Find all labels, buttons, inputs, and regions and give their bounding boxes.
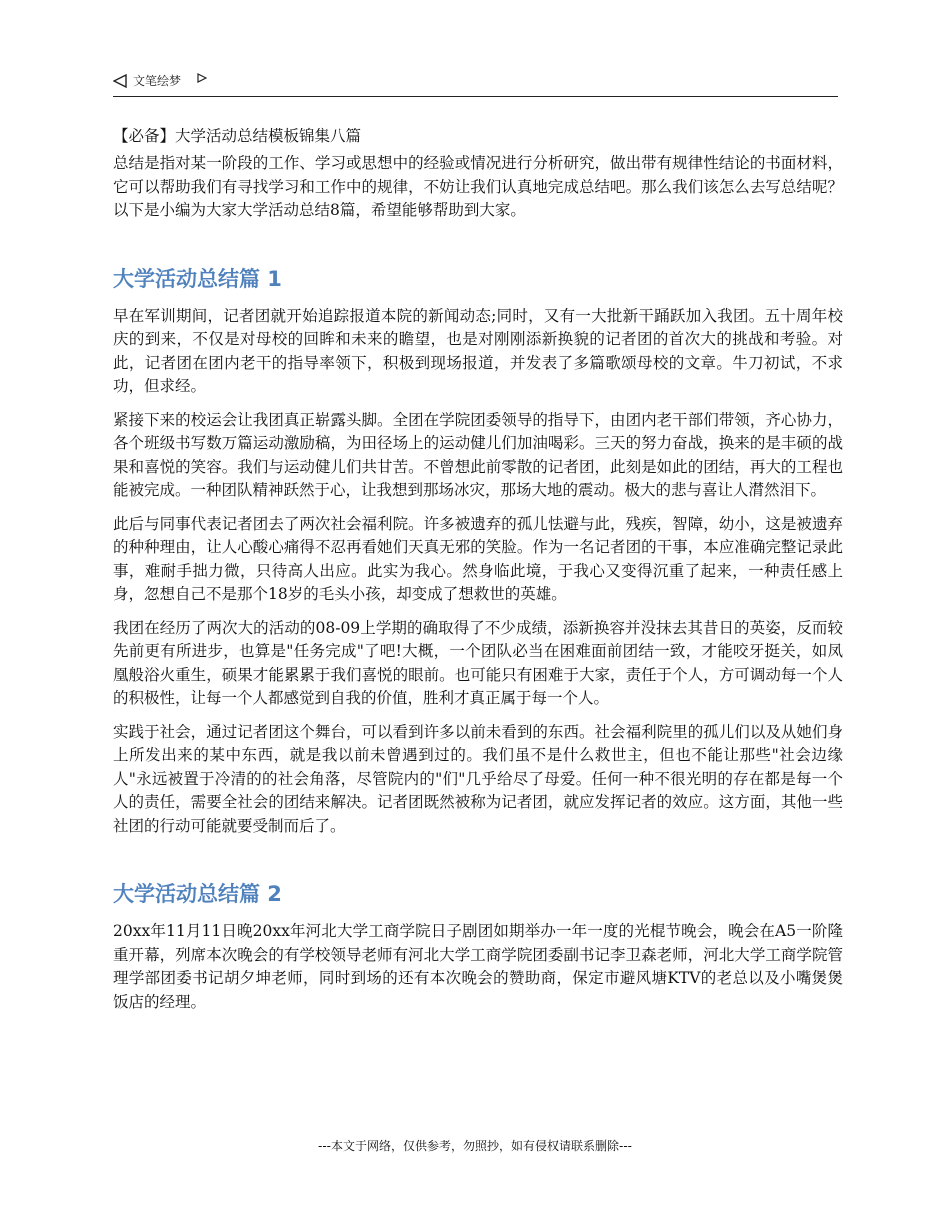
intro-paragraph: 总结是指对某一阶段的工作、学习或思想中的经验或情况进行分析研究，做出带有规律性结论的书面材料，它可以帮助我们有寻找学习和工作中的规律，不妨让我们认真地完成总结吧。那么我们该怎么去写总结呢？以下是小编为大家大学活动总结8篇，希望能够帮助到大家。 bbox=[113, 154, 843, 219]
document-title: 【必备】大学活动总结模板锦集八篇 bbox=[113, 127, 362, 145]
section-paragraph: 早在军训期间，记者团就开始追踪报道本院的新闻动态;同时，又有一大批新干踊跃加入我团。五十周年校庆的到来，不仅是对母校的回眸和未来的瞻望，也是对刚刚添新换貌的记者团的首次大的挑战和考验。对此，记者团在团内老干的指导率领下，积极到现场报道，并发表了多篇歌颂母校的文章。牛刀初试，不求功，但求经。 bbox=[113, 306, 843, 395]
page-footer: ---本文于网络，仅供参考，勿照抄，如有侵权请联系删除--- bbox=[318, 1139, 632, 1153]
section-paragraph: 此后与同事代表记者团去了两次社会福利院。许多被遗弃的孤儿怯避与此，残疾，智障，幼小，这是被遗弃的种种理由，让人心酸心痛得不忍再看她们天真无邪的笑脸。作为一名记者团的干事，本应准确完整记录此事，难耐手拙力微，只待高人出应。此实为我心。然身临此境，于我心又变得沉重了起来，一种责任感上身，忽想自己不是那个18岁的毛头小孩，却变成了想救世的英雄。 bbox=[113, 514, 843, 603]
triangle-right-icon bbox=[197, 73, 207, 83]
document-body bbox=[113, 124, 843, 1024]
section-paragraph: 我团在经历了两次大的活动的08-09上学期的确取得了不少成绩，添新换容并没抹去其昔日的英姿，反而较先前更有所进步，也算是"任务完成"了吧!大概，一个团队必当在困难面前团结一致，才能咬牙挺关，如凤凰般浴火重生，硕果才能累累于我们喜悦的眼前。也可能只有困难于大家，责任于个人，方可调动每一个人的积极性，让每一个人都感觉到自我的价值，胜利才真正属于每一个人。 bbox=[113, 618, 843, 707]
triangle-left-icon bbox=[113, 74, 127, 88]
section-heading: 大学活动总结篇 1 bbox=[113, 266, 282, 291]
page-header bbox=[113, 72, 838, 97]
brand-logo bbox=[113, 72, 207, 89]
section-heading: 大学活动总结篇 2 bbox=[113, 882, 282, 906]
section-paragraph: 实践于社会，通过记者团这个舞台，可以看到许多以前未看到的东西。社会福利院里的孤儿们以及从她们身上所发出来的某中东西，就是我以前未曾遇到过的。我们虽不是什么救世主，但也不能让那些"社会边缘人"永远被置于冷清的的社会角落，尽管院内的"们"几乎给尽了母爱。任何一种不很光明的存在都是每一个人的责任，需要全社会的团结来解决。记者团既然被称为记者团，就应发挥记者的效应。这方面，其他一些社团的行动可能就要受制而后了。 bbox=[113, 722, 843, 835]
section-paragraph: 紧接下来的校运会让我团真正崭露头脚。全团在学院团委领导的指导下，由团内老干部们带领，齐心协力，各个班级书写数万篇运动激励稿，为田径场上的运动健儿们加油喝彩。三天的努力奋战，换来的是丰硕的战果和喜悦的笑容。我们与运动健儿们共甘苦。不曾想此前零散的记者团，此刻是如此的团结，再大的工程也能被完成。一种团队精神跃然于心，让我想到那场冰灾，那场大地的震动。极大的悲与喜让人潸然泪下。 bbox=[113, 410, 843, 499]
section-paragraph: 20xx年11月11日晚20xx年河北大学工商学院日子剧团如期举办一年一度的光棍节晚会，晚会在A5一阶隆重开幕，列席本次晚会的有学校领导老师有河北大学工商学院团委副书记李卫森老师，河北大学工商学院管理学部团委书记胡夕坤老师，同时到场的还有本次晚会的赞助商，保定市避风塘KTV的老总以及小嘴煲煲饭店的经理。 bbox=[113, 922, 843, 1011]
brand-name: 文笔绘梦 bbox=[133, 74, 182, 88]
